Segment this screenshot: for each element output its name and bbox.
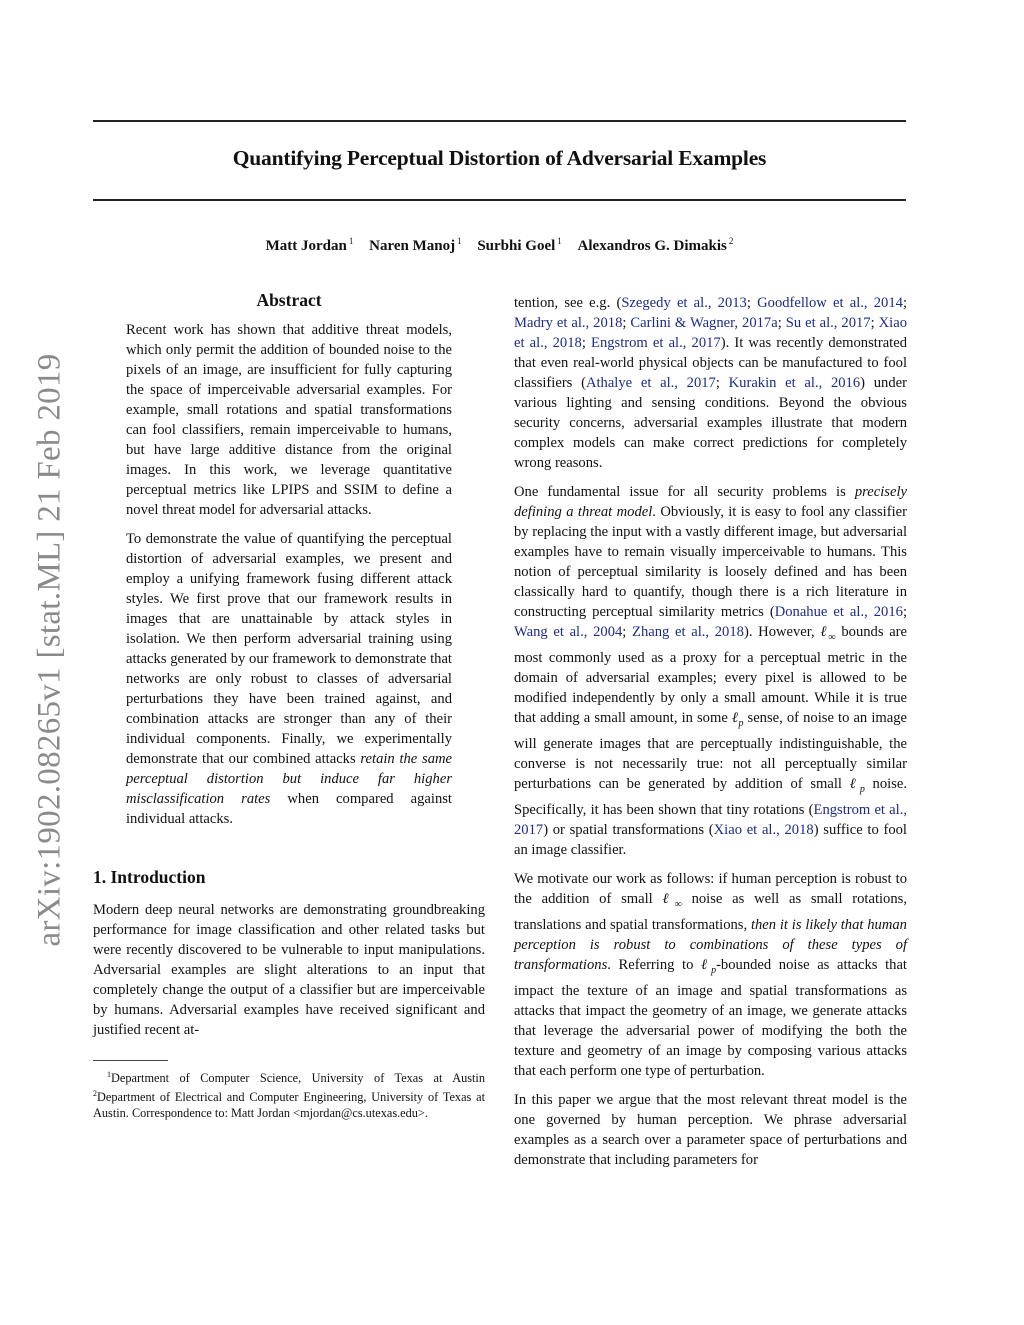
body-paragraph: One fundamental issue for all security problems is precisely defining a threat model. Obviously, it is easy to fool any classifier by replacing the input with a vastly different image, but adversarial examples have to remain visually imperceivable to humans. This notion of perceptual similarity is loosely defined and has been classically hard to quantify, though there is a rich literature in constructing perceptual similarity metrics (Donahue et al., 2016; Wang et al., 2004; Zhang et al., 2018). However, ℓ$_\infty$ bounds are most commonly used as a proxy for a perceptual metric in the domain of adversarial examples; every pixel is allowed to be modified independently by only a small amount. While it is true that adding a small amount, in some ℓ$_p$ sense, of noise to an image will generate images that are perceptually indistinguishable, the converse is not necessarily true: not all perceptually similar perturbations can be generated by addition of small ℓ$_p$ noise. Specifically, it has been shown that tiny rotations (Engstrom et al., 2017) or spatial transformations (Xiao et al., 2018) suffice to fool an image classifier. xyxy=(514,484,908,858)
math-symbol: ℓ xyxy=(662,890,675,907)
citation-link[interactable]: Goodfellow et al., 2014 xyxy=(757,295,903,311)
emphasis: retain the same perceptual distortion but induce far higher misclassification rates xyxy=(126,751,453,807)
section-heading-introduction: 1. Introduction xyxy=(93,867,206,887)
author-name: Naren Manoj xyxy=(369,238,456,254)
right-column xyxy=(514,293,907,1179)
citation-link[interactable]: Engstrom et al., 2017 xyxy=(591,335,721,351)
emphasis: then it is likely that human perception is robust to combinations of these types of transformations xyxy=(514,916,907,973)
abstract-heading: Abstract xyxy=(256,290,322,310)
math-l-infinity xyxy=(820,624,836,643)
author xyxy=(266,238,354,254)
footnote-mark: 1 xyxy=(107,1070,111,1079)
text-run: One fundamental issue for all security problems is xyxy=(514,484,855,500)
citation-link[interactable]: Wang et al., 2004 xyxy=(514,624,623,640)
body-paragraph xyxy=(514,869,907,1081)
text-run: We motivate our work as follows: if human perception is robust to the addition of small xyxy=(514,870,907,907)
affiliation-mark: 1 xyxy=(557,236,562,246)
text-run: when compared against individual attacks. xyxy=(126,791,452,827)
left-column xyxy=(93,290,485,1121)
abstract-paragraph: Recent work has shown that additive threat models, which only permit the addition of bounded noise to the pixels of an image, are insufficient for fully capturing the space of imperceivable adversarial examples. For example, small rotations and spatial transformations can fool classifiers, remain imperceivable to humans, but have large additive distance from the original images. In this work, we leverage quantitative perceptual metrics like LPIPS and SSIM to define a novel threat model for adversarial attacks. xyxy=(126,322,452,518)
math-l-p xyxy=(701,956,717,976)
citation-link[interactable]: Zhang et al., 2018 xyxy=(632,624,744,640)
math-symbol: ℓ xyxy=(820,624,829,640)
text-run: ). However, xyxy=(743,624,821,640)
footnote-rule xyxy=(93,1060,168,1061)
abstract xyxy=(126,290,452,829)
text-run: tention, see e.g. ( xyxy=(514,295,622,311)
text-run: . Referring to xyxy=(607,956,702,973)
paper-title: Quantifying Perceptual Distortion of Adversarial Examples xyxy=(232,146,767,170)
math-subscript: ∞ xyxy=(828,631,836,643)
author-name: Surbhi Goel xyxy=(477,238,556,254)
math-subscript: p xyxy=(711,964,717,976)
citation-link[interactable]: Madry et al., 2018 xyxy=(514,315,623,331)
math-symbol: ℓ xyxy=(849,775,860,792)
math-l-infinity xyxy=(662,890,682,910)
author-name: Alexandros G. Dimakis xyxy=(577,238,727,254)
text-run: ). It was recently demonstrated that even real-world physical objects can be manufactured to fool classifiers ( xyxy=(514,335,908,391)
text-run: ) under various lighting and sensing conditions. Beyond the obvious security concerns, adversarial examples illustrate that modern complex models can make correct predictions for completely wrong reasons. xyxy=(514,375,907,471)
text-run: ) suffice to fool an image classifier. xyxy=(514,821,907,858)
text-run: To demonstrate the value of quantifying the perceptual distortion of adversarial examples, we present and employ a unifying framework fusing different attack styles. We first prove that our framework results in images that are unattainable by attack styles in isolation. We then perform adversarial training using attacks generated by our framework to demonstrate that networks are only robust to classes of adversarial perturbations they have been trained against, and combination attacks are stronger than any of their individual components. Finally, we experimentally demonstrate that our combined attacks xyxy=(126,531,452,767)
affiliation-mark: 1 xyxy=(457,236,462,246)
math-subscript: ∞ xyxy=(674,898,682,910)
citation-link[interactable]: Su et al., 2017 xyxy=(785,315,871,331)
citation-link[interactable]: Athalye et al., 2017 xyxy=(585,375,716,391)
text-run: -bounded noise as attacks that impact the texture of an image and spatial transformations as attacks that impact the geometry of an image, we generate attacks that leverage the adversarial power of modifying the both the texture and geometry of an image by composing various attacks that each perform one type of perturbation. xyxy=(514,956,907,1079)
text-run: ) or spatial transformations ( xyxy=(543,821,714,838)
author-name: Matt Jordan xyxy=(265,238,347,254)
citation-link[interactable]: Carlini & Wagner, 2017a xyxy=(630,315,778,331)
text-run: . Obviously, it is easy to fool any classifier by replacing the input with a vastly different image, but adversarial examples have to remain visually imperceivable to humans. This notion of perceptual similarity is loosely defined and has been classically hard to quantify, though there is a rich literature in constructing perceptual similarity metrics ( xyxy=(514,504,907,620)
affiliation-mark: 1 xyxy=(348,236,354,246)
author xyxy=(477,238,561,254)
abstract-paragraph xyxy=(126,529,452,829)
math-l-p xyxy=(731,709,744,729)
text-run: sense, of noise to an image will generate images that are perceptually indistinguishable, the converse is not necessarily true: not all perceptually similar perturbations can be generated by addition of small xyxy=(514,709,907,792)
math-symbol: ℓ xyxy=(701,956,712,973)
footnote-text: Department of Electrical and Computer Engineering, University of Texas at Austin. Correspondence to: Matt Jordan <mjordan@cs.utexas.edu>. xyxy=(93,1090,485,1121)
body-paragraph: tention, see e.g. (Szegedy et al., 2013; Goodfellow et al., 2014; Madry et al., 2018; Carlini & Wagner, 2017a; Su et al., 2017; Xiao et al., 2018; Engstrom et al., 2017). It was recently demonstrated that even real-world physical objects can be manufactured to fool classifiers (Athalye et al., 2017; Kurakin et al., 2016) under various lighting and sensing conditions. Beyond the obvious security concerns, adversarial examples illustrate that modern complex models can make correct predictions for completely wrong reasons. xyxy=(514,295,908,471)
title-rule-bottom xyxy=(93,199,906,201)
text-run: bounds are most commonly used as a proxy for a perceptual metric in the domain of adversarial examples; every pixel is allowed to be modified independently by only a small amount. While it is true that adding a small amount, in some xyxy=(514,624,908,726)
citation-link[interactable]: Xiao et al., 2018 xyxy=(514,315,908,351)
citation-link[interactable]: Kurakin et al., 2016 xyxy=(728,375,861,391)
citation-link[interactable]: Szegedy et al., 2013 xyxy=(621,295,747,311)
author-list xyxy=(93,236,906,255)
math-subscript: p xyxy=(859,783,865,795)
body-paragraph: In this paper we argue that the most relevant threat model is the one governed by human perception. We phrase adversarial examples as a search over a parameter space of perturbations and demonstrate that including parameters for xyxy=(514,1091,907,1168)
text-run: noise. Specifically, it has been shown that tiny rotations ( xyxy=(514,775,907,818)
math-subscript: p xyxy=(738,717,744,729)
affiliation-mark: 2 xyxy=(728,236,734,246)
footnote-mark: 2 xyxy=(93,1089,97,1099)
citation-link[interactable]: Donahue et al., 2016 xyxy=(774,604,903,620)
citation-link[interactable]: Xiao et al., 2018 xyxy=(713,821,814,838)
citation-link[interactable]: Engstrom et al., 2017 xyxy=(514,801,907,838)
title-rule-top xyxy=(93,120,906,122)
emphasis: precisely defining a threat model xyxy=(514,484,907,520)
math-symbol: ℓ xyxy=(731,709,739,726)
author xyxy=(578,238,734,254)
author xyxy=(369,238,461,254)
arxiv-stamp: arXiv:1902.08265v1 [stat.ML] 21 Feb 2019 xyxy=(31,353,68,947)
text-run: noise as well as small rotations, translations and spatial transformations, xyxy=(514,890,907,933)
body-paragraph: Modern deep neural networks are demonstrating groundbreaking performance for image classification and other related tasks but were recently discovered to be vulnerable to input manipulations. Adversarial examples are slight alterations to an input that completely change the output of a classifier but are imperceivable by humans. Adversarial examples have received significant and justified recent at- xyxy=(93,902,485,1038)
math-l-p xyxy=(849,775,865,795)
footnote-text: Department of Computer Science, University of Texas at Austin xyxy=(111,1071,485,1086)
affiliation-footnote xyxy=(93,1067,485,1121)
